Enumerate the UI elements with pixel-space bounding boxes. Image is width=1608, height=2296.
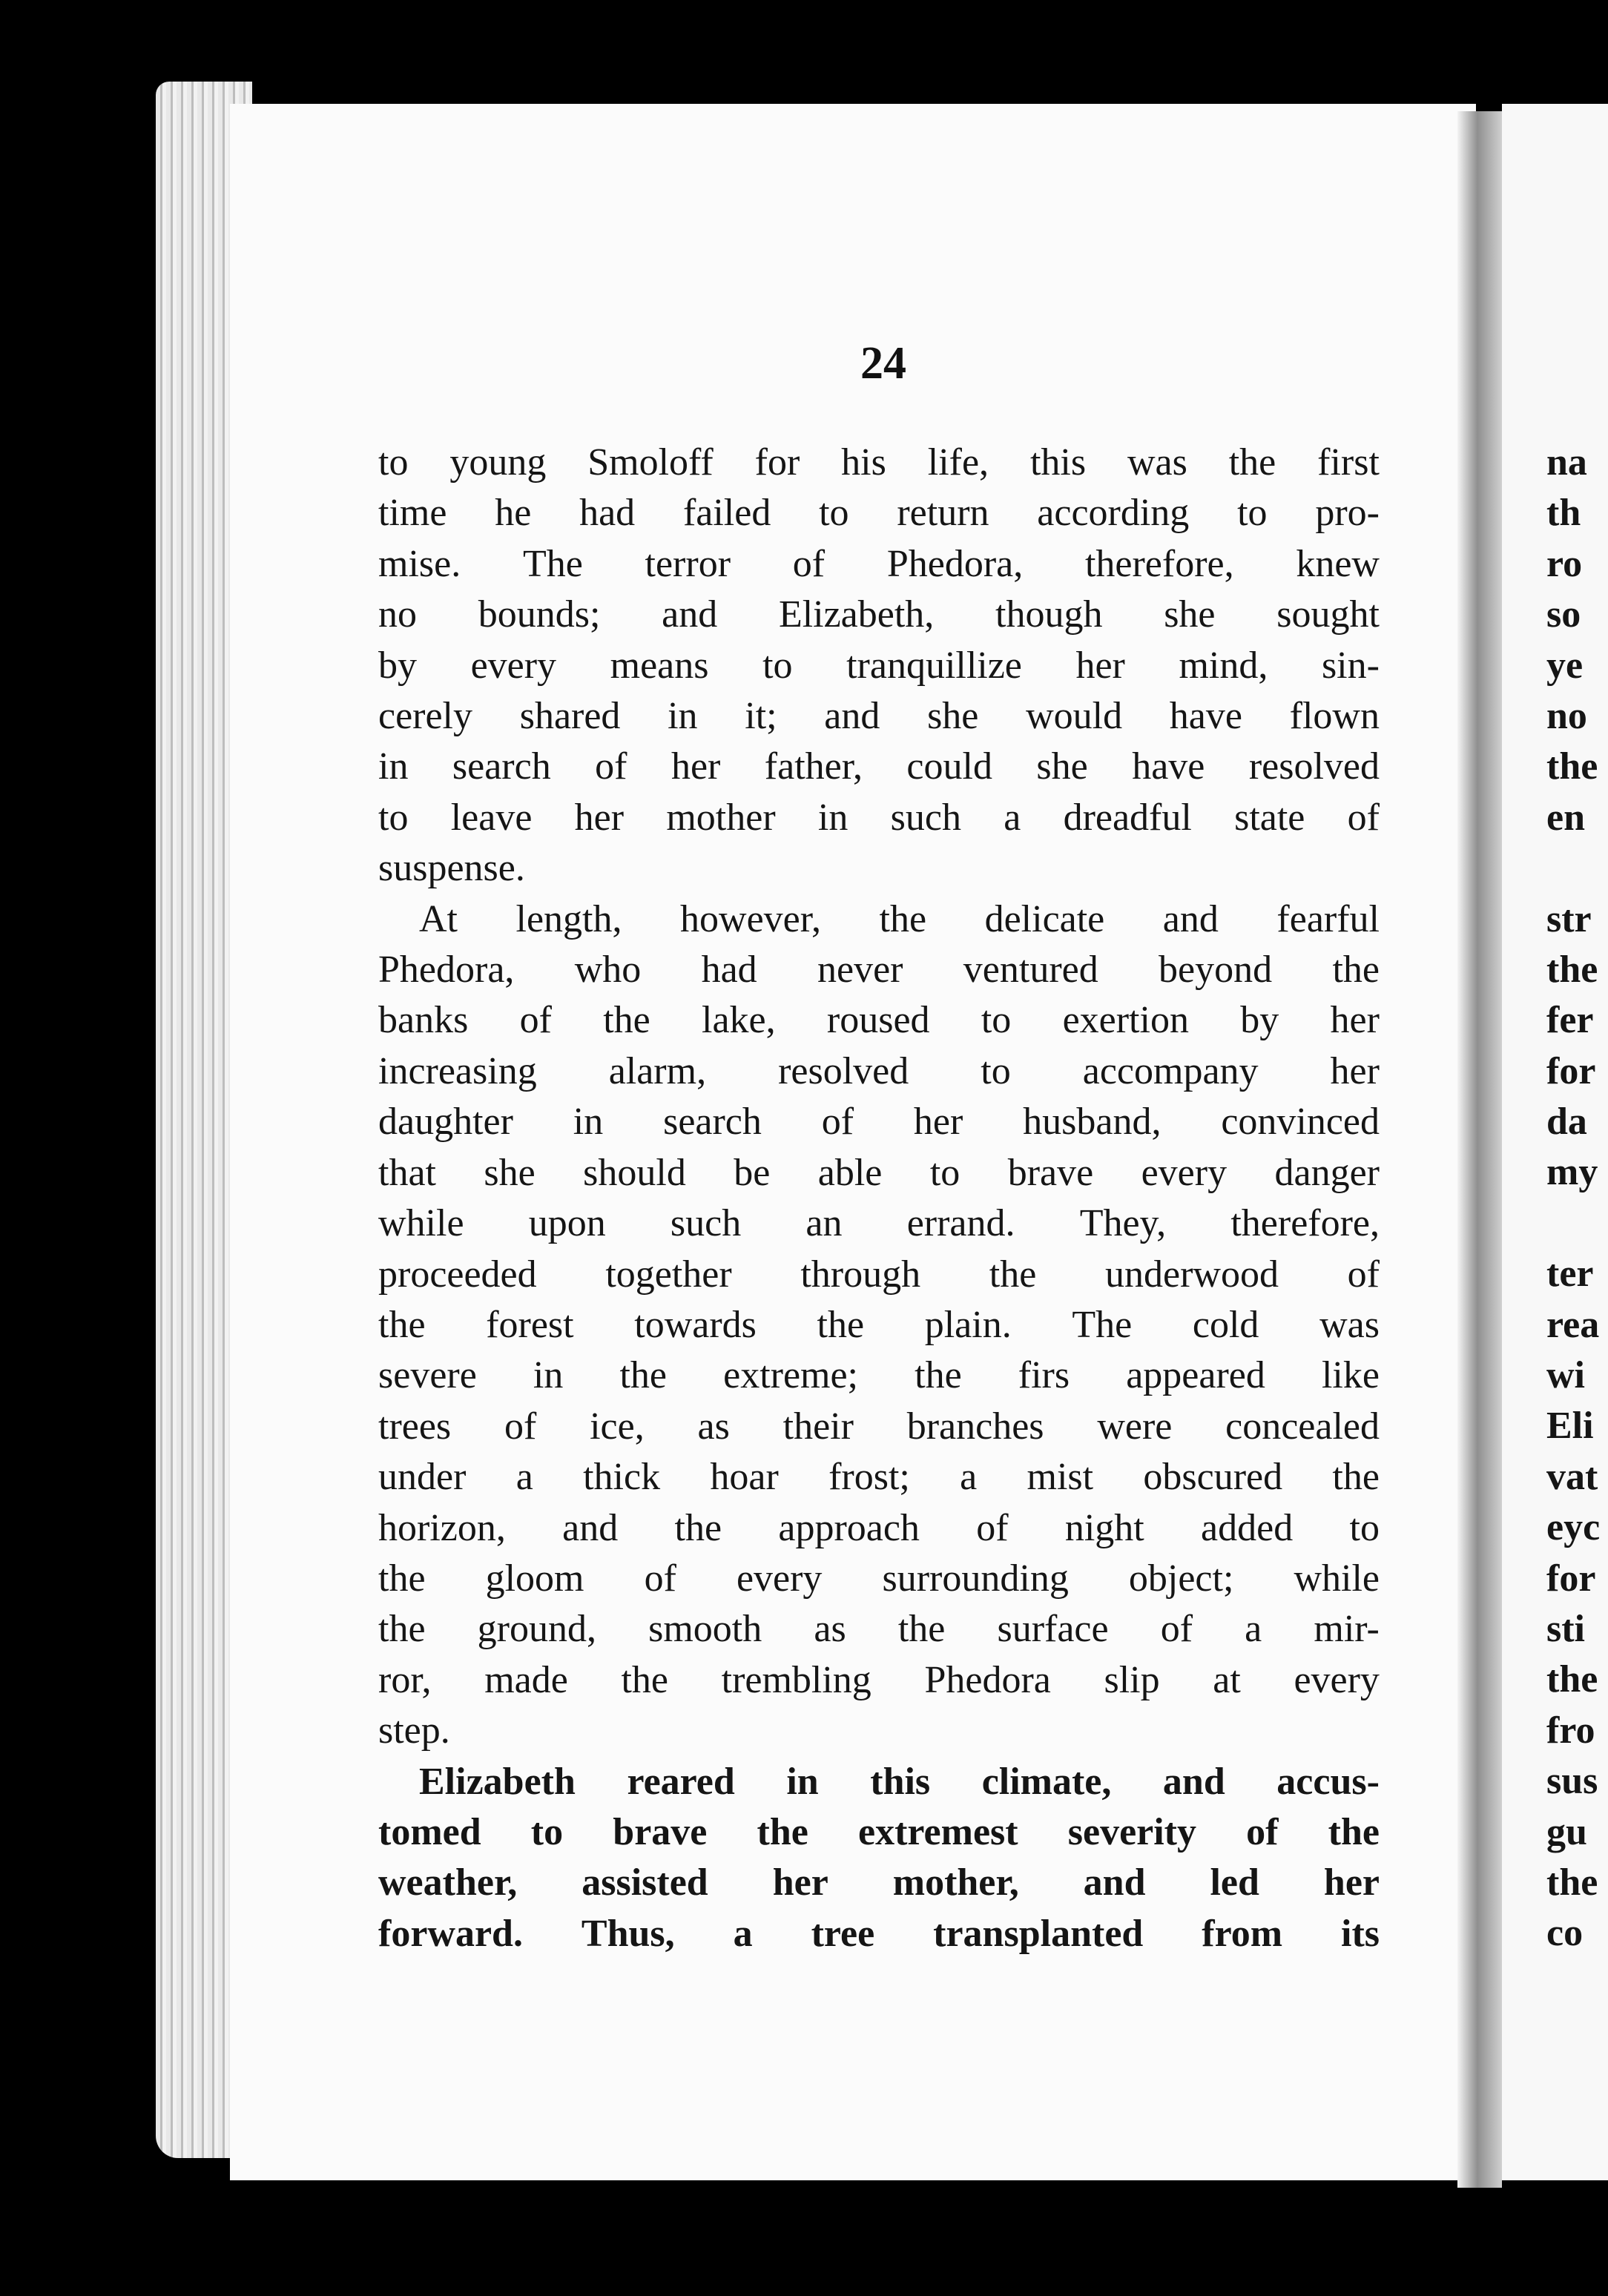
text-line [378,1706,1380,1756]
text-line [378,843,1380,894]
word: her [574,796,625,839]
word: surface [997,1608,1109,1651]
text-line [378,1503,1380,1554]
word: cerely [378,695,473,738]
word: such [670,1202,742,1245]
word: of [976,1506,1009,1549]
word: the [378,1557,426,1600]
right-page-fragment: fer [1546,999,1594,1042]
word: in [378,745,409,788]
right-page-fragment: sti [1546,1607,1585,1650]
word: forest [486,1303,574,1346]
word: firs [1018,1354,1070,1397]
text-line [378,590,1380,640]
text-line [378,1198,1380,1249]
word: according [1037,492,1190,535]
word: therefore, [1230,1202,1380,1245]
word: sought [1276,593,1380,636]
word: the [897,1608,946,1651]
word: At [419,897,458,940]
word: in [786,1760,819,1803]
word: a [960,1456,978,1499]
word: tomed [378,1810,481,1853]
word: in [573,1101,604,1144]
word: sin- [1321,644,1380,687]
word: under [378,1456,467,1499]
text-line [378,1250,1380,1300]
word: of [595,745,627,788]
text-line [378,1604,1380,1655]
word: search [452,745,551,788]
word: and [824,695,880,738]
word: cold [1192,1303,1259,1346]
word: the [378,1608,426,1651]
word: husband, [1023,1101,1161,1144]
word: of [821,1101,854,1144]
word: convinced [1221,1101,1380,1144]
word: the [757,1810,808,1853]
right-page-fragment: so [1546,593,1581,636]
word: object; [1128,1557,1234,1600]
word: she [484,1151,536,1194]
page-text [378,438,1380,1959]
right-page-fragment: eyc [1546,1506,1601,1549]
word: she [1164,593,1216,636]
text-line [378,1402,1380,1452]
word: a [515,1456,533,1499]
word: appeared [1126,1354,1265,1397]
right-page-fragment: my [1546,1151,1598,1194]
right-page-fragment: ye [1546,644,1584,687]
word: climate, [981,1760,1112,1803]
word: were [1097,1405,1173,1448]
word: and [662,593,718,636]
word: the [989,1253,1037,1296]
word: flown [1289,695,1380,738]
word: to [929,1151,960,1194]
word: in [817,796,849,839]
right-page-fragment: for [1546,1557,1596,1600]
word: by [1240,999,1279,1042]
word: she [927,695,979,738]
word: severity [1067,1810,1196,1853]
word: of [504,1405,537,1448]
word: roused [826,999,930,1042]
text-line [378,1452,1380,1502]
word: made [484,1658,568,1701]
word: the [603,999,650,1042]
text-line [378,1300,1380,1350]
word: errand. [906,1202,1015,1245]
word: trees [378,1405,452,1448]
word: their [782,1405,854,1448]
word: the [378,1303,426,1346]
word: to [378,441,409,484]
word: her [670,745,721,788]
text-line [378,1046,1380,1097]
word: brave [613,1810,708,1853]
word: young [449,441,547,484]
right-page-fragment: vat [1546,1455,1598,1498]
word: The [1072,1303,1133,1346]
word: knew [1296,542,1380,585]
word: led [1210,1861,1259,1904]
word: towards [634,1303,757,1346]
word: as [697,1405,730,1448]
word: an [805,1202,843,1245]
right-page-fragment: the [1546,948,1598,991]
word: had [579,492,636,535]
word: of [1246,1810,1279,1853]
word: his [841,441,886,484]
right-page-fragment: co [1546,1912,1584,1955]
word: smooth [648,1608,762,1651]
word: while [378,1202,464,1245]
word: of [792,542,826,585]
word: to [1237,492,1268,535]
word: to [378,796,409,839]
word: mir- [1314,1608,1380,1651]
word: could [906,745,992,788]
word: tranquillize [846,644,1022,687]
word: in [533,1354,564,1397]
word: the [1328,1810,1380,1853]
word: surrounding [882,1557,1069,1600]
word: accompany [1082,1049,1259,1092]
word: extreme; [723,1354,859,1397]
word: mist [1027,1456,1094,1499]
right-page-fragment: da [1546,1101,1587,1144]
word: no [378,593,417,636]
text-line [378,438,1380,488]
word: was [1319,1303,1380,1346]
word: daughter [378,1101,513,1144]
word: be [734,1151,771,1194]
word: every [1294,1658,1380,1701]
text-line [378,793,1380,843]
right-page-fragment: gu [1546,1810,1587,1853]
word: brave [1007,1151,1094,1194]
right-page-fragment: for [1546,1049,1596,1092]
word: of [644,1557,676,1600]
text-line [378,539,1380,590]
word: Phedora [924,1658,1051,1701]
word: every [736,1557,823,1600]
word: return [897,492,989,535]
word: life, [927,441,989,484]
text-line [378,488,1380,538]
word: fearful [1276,897,1380,940]
word: while [1294,1557,1380,1600]
word: added [1201,1506,1294,1549]
right-page-fragment: the [1546,745,1598,788]
word: Thus, [581,1912,675,1955]
word: resolved [1248,745,1380,788]
word: pro- [1315,492,1380,535]
word: banks [378,999,469,1042]
word: dreadful [1063,796,1192,839]
right-page-fragment: the [1546,1658,1598,1701]
word: gloom [485,1557,584,1600]
text-line [378,742,1380,792]
word: though [995,593,1103,636]
word: to [981,999,1012,1042]
word: search [663,1101,762,1144]
text-line [378,1757,1380,1807]
word: for [754,441,800,484]
word: assisted [581,1861,708,1904]
word: extremest [858,1810,1018,1853]
word: bounds; [478,593,601,636]
word: her [1330,999,1380,1042]
word: exertion [1062,999,1189,1042]
word: it; [745,695,777,738]
word: father, [764,745,863,788]
right-page-fragment: th [1546,492,1581,535]
word: frost; [828,1456,910,1499]
word: hoar [710,1456,779,1499]
word: of [1160,1608,1193,1651]
word: therefore, [1084,542,1234,585]
word: shared [519,695,621,738]
word: of [1347,796,1380,839]
right-page-fragment: rea [1546,1303,1600,1346]
word: reared [627,1760,735,1803]
word: horizon, [378,1506,506,1549]
text-line [378,641,1380,691]
word: as [814,1608,846,1651]
word: the [915,1354,962,1397]
word: of [519,999,552,1042]
word: this [870,1760,931,1803]
right-page-fragment: ter [1546,1253,1594,1296]
word: in [668,695,698,738]
word: that [378,1151,436,1194]
word: proceeded [378,1253,537,1296]
word: night [1064,1506,1144,1549]
right-page-fragment: fro [1546,1709,1595,1752]
word: he [495,492,532,535]
word: The [522,542,583,585]
text-line [378,691,1380,742]
word: mind, [1179,644,1268,687]
word: should [583,1151,686,1194]
right-page-fragment: the [1546,1861,1598,1904]
word: lake, [702,999,776,1042]
word: every [470,644,557,687]
word: beyond [1159,949,1273,992]
word: her [913,1101,963,1144]
word: accus- [1276,1760,1380,1803]
word: step. [378,1709,450,1752]
word: her [1075,644,1125,687]
word: ground, [477,1608,596,1651]
word: tree [811,1912,875,1955]
right-page-text [1546,438,1600,1959]
text-line [378,1909,1380,1959]
word: have [1132,745,1205,788]
word: delicate [984,897,1105,940]
right-page-fragment: na [1546,441,1587,484]
word: Phedora, [378,949,515,992]
word: its [1341,1912,1380,1955]
word: branches [906,1405,1044,1448]
word: to [819,492,849,535]
word: to [981,1049,1011,1092]
word: forward. [378,1912,523,1955]
word: terror [645,542,731,585]
word: a [1245,1608,1262,1651]
right-page-fragment: Eli [1546,1405,1594,1448]
right-page-fragment: en [1546,796,1585,839]
word: concealed [1225,1405,1380,1448]
word: resolved [778,1049,909,1092]
text-line [378,894,1380,945]
text-line [378,1097,1380,1147]
word: the [1332,1456,1380,1499]
word: ror, [378,1658,432,1701]
word: alarm, [608,1049,707,1092]
word: ice, [590,1405,645,1448]
word: of [1347,1253,1380,1296]
word: through [800,1253,921,1296]
word: severe [378,1354,477,1397]
text-line [378,1858,1380,1908]
word: this [1029,441,1087,484]
word: Smoloff [587,441,714,484]
word: was [1127,441,1187,484]
right-page-fragment: sus [1546,1760,1598,1803]
word: to [762,644,793,687]
word: mise. [378,542,461,585]
word: danger [1274,1151,1380,1194]
right-page-fragment: str [1546,897,1592,940]
word: failed [682,492,771,535]
word: underwood [1105,1253,1279,1296]
word: transplanted [933,1912,1144,1955]
text-line [378,1807,1380,1858]
word: had [701,949,757,992]
word: mother [666,796,776,839]
word: at [1213,1658,1241,1701]
word: have [1169,695,1242,738]
text-line [378,1554,1380,1604]
word: the [1332,949,1380,992]
page-number: 24 [860,338,906,389]
word: leave [450,796,533,839]
word: every [1141,1151,1228,1194]
word: state [1234,796,1305,839]
word: weather, [378,1861,518,1904]
word: and [1162,1760,1225,1803]
right-page-fragment: ro [1546,542,1583,585]
word: and [1162,897,1219,940]
word: her [1323,1861,1380,1904]
text-line [378,1350,1380,1401]
word: from [1202,1912,1283,1955]
text-line [378,1655,1380,1706]
text-line [378,945,1380,995]
word: to [530,1810,564,1853]
word: a [1004,796,1021,839]
word: time [378,492,447,535]
word: upon [528,1202,606,1245]
word: length, [515,897,622,940]
word: together [605,1253,732,1296]
text-line [378,1148,1380,1198]
word: a [733,1912,753,1955]
right-page-fragment: wi [1546,1354,1585,1397]
word: her [1330,1049,1380,1092]
word: They, [1079,1202,1167,1245]
word: the [619,1354,667,1397]
word: slip [1104,1658,1160,1701]
word: Elizabeth [419,1760,576,1803]
word: the [1228,441,1276,484]
word: Elizabeth, [778,593,935,636]
word: means [610,644,709,687]
word: obscured [1143,1456,1283,1499]
right-page-fragment: no [1546,694,1587,737]
word: she [1036,745,1088,788]
word: to [1349,1506,1380,1549]
word: the [674,1506,722,1549]
book-gutter [1457,111,1502,2188]
word: increasing [378,1049,537,1092]
word: and [1083,1861,1146,1904]
word: trembling [721,1658,871,1701]
right-page-fragment [1546,843,1600,894]
word: such [890,796,961,839]
word: like [1321,1354,1380,1397]
word: however, [680,897,821,940]
word: the [879,897,927,940]
word: suspense. [378,847,525,890]
word: able [817,1151,883,1194]
word: ventured [963,949,1098,992]
word: who [574,949,642,992]
text-line [378,995,1380,1046]
word: and [562,1506,619,1549]
word: thick [583,1456,661,1499]
word: never [817,949,903,992]
word: mother, [892,1861,1019,1904]
word: the [621,1658,668,1701]
word: approach [778,1506,920,1549]
word: first [1317,441,1380,484]
word: would [1026,695,1123,738]
word: the [817,1303,865,1346]
right-page-fragment [1546,1198,1600,1249]
word: her [772,1861,828,1904]
word: plain. [924,1303,1012,1346]
word: by [378,644,417,687]
word: Phedora, [886,542,1024,585]
